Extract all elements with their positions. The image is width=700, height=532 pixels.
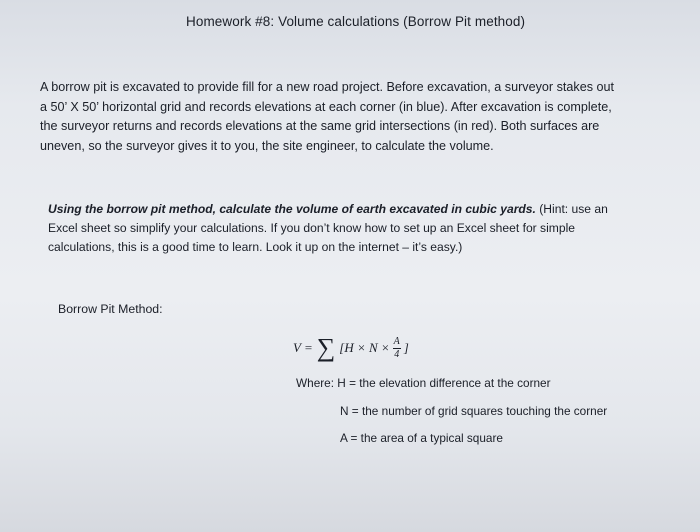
task-line-3: calculations, this is a good time to learn. Look it up on the internet – it’s easy.) [48, 240, 463, 254]
intro-paragraph [40, 78, 690, 156]
task-hint-start: (Hint: use an [535, 202, 608, 216]
task-line-2: Excel sheet so simplify your calculations. If you don’t know how to set up an Excel sheet for simple [48, 221, 576, 235]
intro-line-2: a 50’ X 50’ horizontal grid and records elevations at each corner (in blue). After excavation is complete, [40, 99, 612, 114]
formula-body: [H × N × [339, 340, 390, 355]
task-line-1 [48, 200, 668, 219]
area-fraction [393, 337, 401, 360]
definition-a: A = the area of a typical square [340, 431, 503, 445]
fraction-denominator: 4 [394, 348, 400, 360]
sigma-symbol: ∑ [316, 333, 336, 362]
fraction-numerator: A [393, 335, 400, 347]
section-label: Borrow Pit Method: [58, 302, 163, 316]
intro-line-4: uneven, so the surveyor gives it to you, the site engineer, to calculate the volume. [40, 138, 494, 153]
definition-n: N = the number of grid squares touching the corner [340, 404, 608, 418]
task-emphasis: Using the borrow pit method, calculate the volume of earth excavated in cubic yards. [48, 202, 536, 216]
page-title: Homework #8: Volume calculations (Borrow Pit method) [186, 14, 526, 29]
intro-line-1: A borrow pit is excavated to provide fill for a new road project. Before excavation, a surveyor stakes out [40, 80, 615, 94]
borrow-pit-formula [293, 326, 409, 370]
definition-h: Where: H = the elevation difference at the corner [296, 376, 551, 390]
intro-line-3: the surveyor returns and records elevations at the same grid intersections (in red). Both surfaces are [40, 119, 600, 133]
task-paragraph [48, 200, 668, 257]
formula-lhs: V = [293, 340, 313, 355]
formula-close: ] [403, 340, 409, 355]
